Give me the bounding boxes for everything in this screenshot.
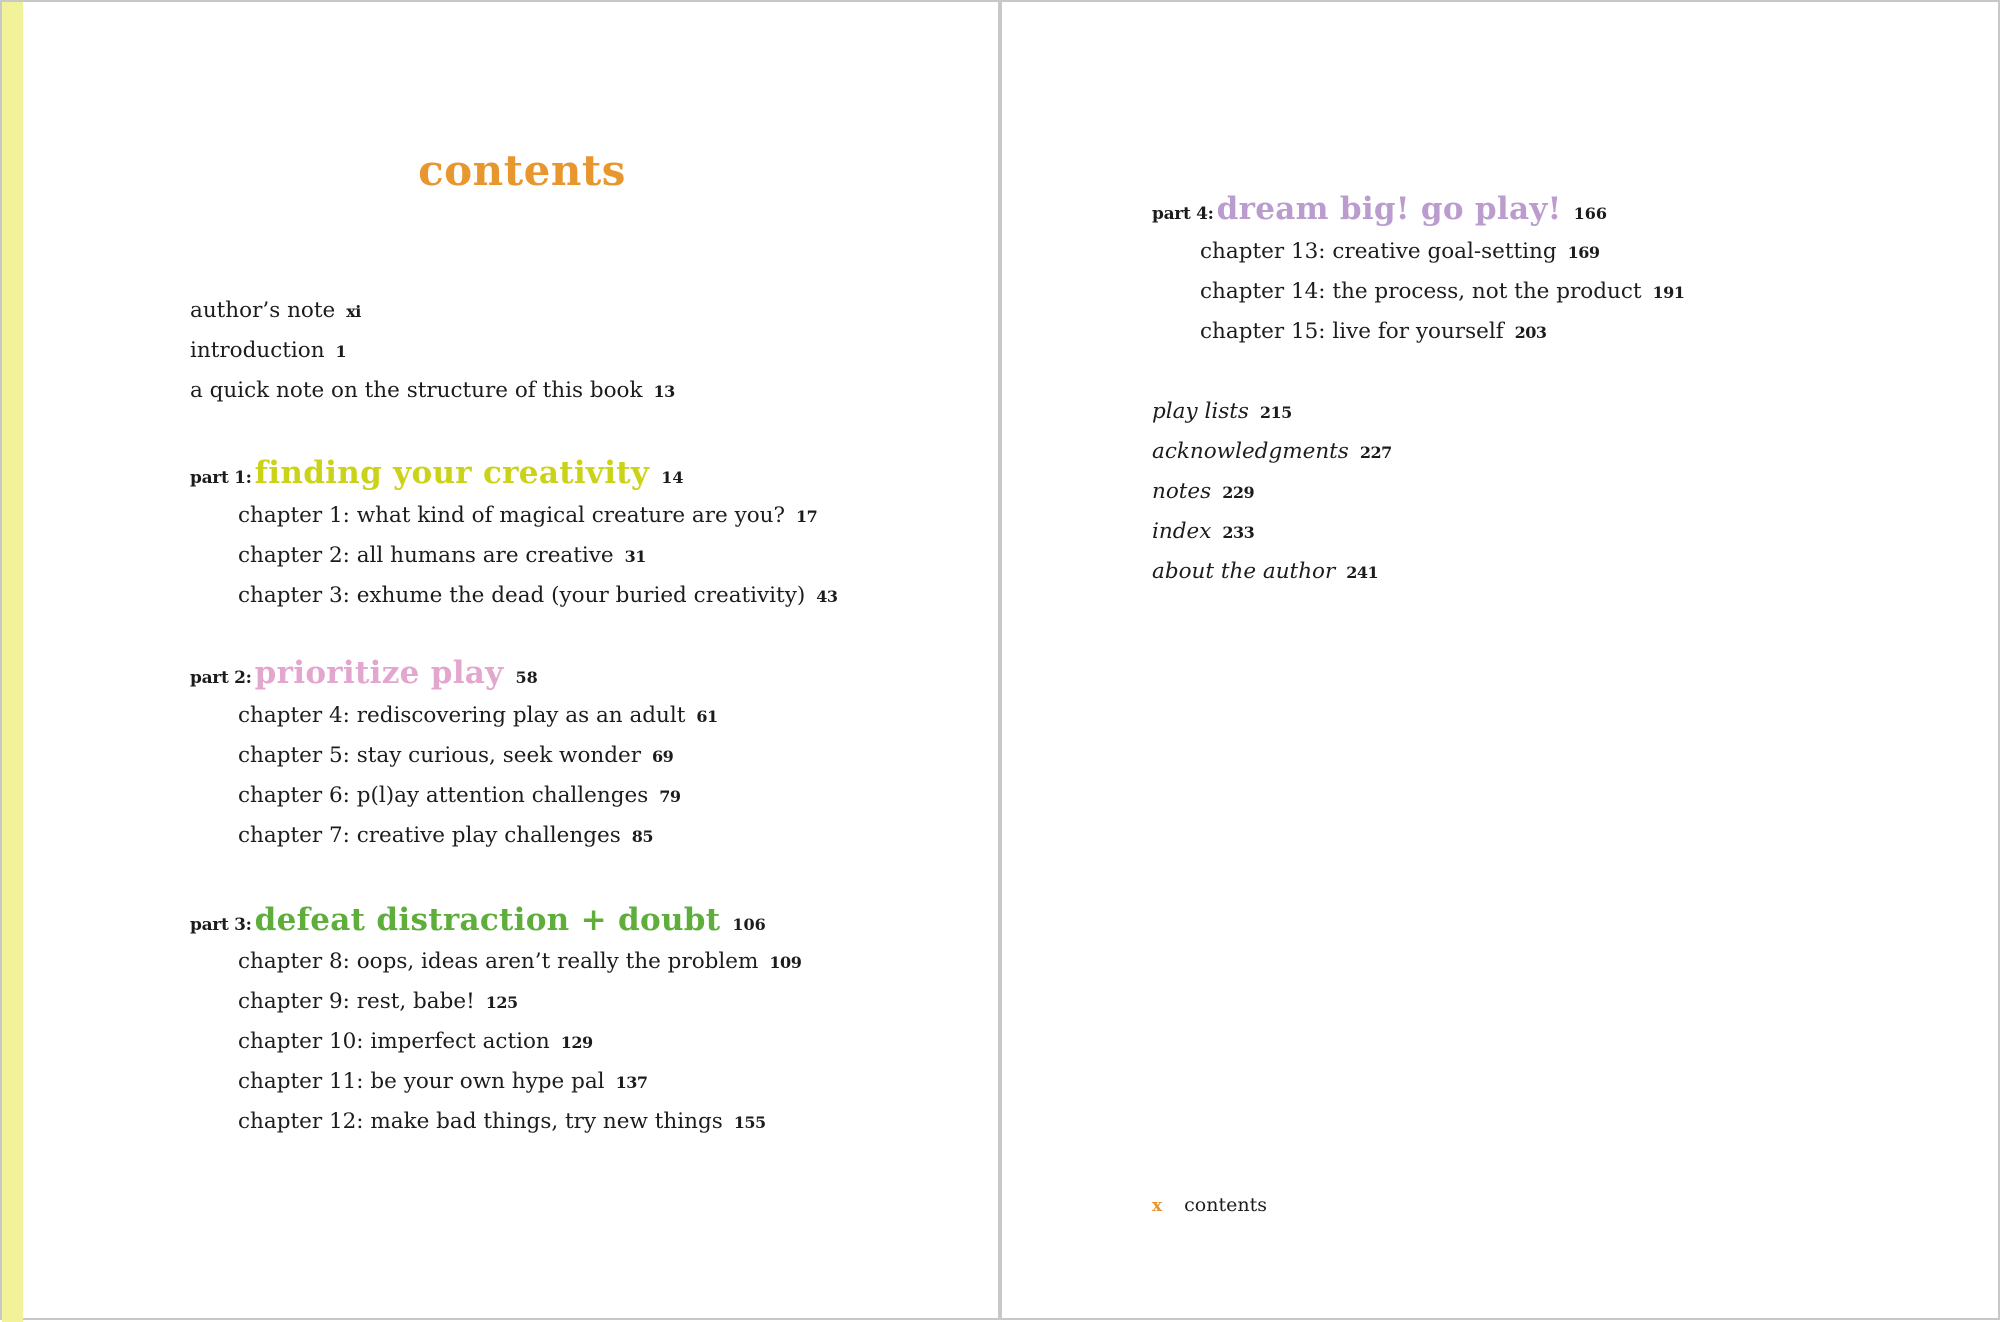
- toc-entry-text: chapter 2: all humans are creative: [238, 543, 614, 568]
- toc-page-number: 137: [615, 1073, 648, 1092]
- part-label: part 2:: [190, 668, 252, 688]
- toc-page-number: 17: [796, 507, 818, 526]
- part-label: part 3:: [190, 915, 252, 935]
- toc-chapter-4[interactable]: [238, 696, 718, 736]
- toc-entry-authors-note[interactable]: [190, 291, 361, 331]
- toc-page-number: 43: [816, 587, 838, 606]
- toc-chapter-7[interactable]: [238, 816, 653, 856]
- toc-entry-index[interactable]: [1152, 512, 1254, 552]
- toc-entry-text: chapter 5: stay curious, seek wonder: [238, 743, 642, 768]
- page-folio: x: [1152, 1196, 1163, 1216]
- right-page: [1000, 0, 2000, 1320]
- part-page-number: 14: [661, 468, 684, 487]
- toc-entry-text: chapter 10: imperfect action: [238, 1029, 550, 1054]
- toc-page-number: 241: [1346, 563, 1379, 582]
- toc-entry-text: chapter 8: oops, ideas aren’t really the problem: [238, 949, 759, 974]
- toc-entry-text: chapter 7: creative play challenges: [238, 823, 621, 848]
- toc-page-number: 85: [631, 827, 654, 846]
- part-title: prioritize play: [254, 655, 504, 691]
- toc-entry-text: chapter 14: the process, not the product: [1200, 279, 1642, 304]
- toc-part-3[interactable]: [190, 895, 766, 945]
- toc-chapter-11[interactable]: [238, 1062, 647, 1102]
- toc-entry-text: chapter 4: rediscovering play as an adult: [238, 703, 686, 728]
- toc-chapter-2[interactable]: [238, 536, 646, 576]
- toc-entry-about-the-author[interactable]: [1152, 552, 1378, 592]
- toc-page-number: 229: [1222, 483, 1255, 502]
- part-label: part 4:: [1152, 204, 1214, 224]
- toc-entry-acknowledgments[interactable]: [1152, 432, 1392, 472]
- running-footer-label: contents: [1184, 1194, 1267, 1216]
- toc-entry-text: chapter 13: creative goal-setting: [1200, 239, 1557, 264]
- toc-page-number: 69: [652, 747, 674, 766]
- toc-page-number: 215: [1259, 403, 1292, 422]
- toc-chapter-13[interactable]: [1200, 232, 1600, 272]
- toc-page-number: 191: [1652, 283, 1685, 302]
- toc-page-number: 79: [659, 787, 681, 806]
- toc-page-number: 169: [1567, 243, 1600, 262]
- part-page-number: 106: [732, 915, 766, 934]
- toc-chapter-15[interactable]: [1200, 312, 1547, 352]
- part-label: part 1:: [190, 468, 252, 488]
- toc-entry-text: chapter 6: p(l)ay attention challenges: [238, 783, 649, 808]
- toc-chapter-8[interactable]: [238, 942, 801, 982]
- toc-chapter-14[interactable]: [1200, 272, 1684, 312]
- toc-entry-play-lists[interactable]: [1152, 392, 1292, 432]
- toc-entry-text: author’s note: [190, 298, 336, 323]
- page-edge-strip: [2, 2, 23, 1322]
- part-title: finding your creativity: [254, 455, 650, 491]
- toc-chapter-5[interactable]: [238, 736, 673, 776]
- toc-entry-text: introduction: [190, 338, 325, 363]
- toc-page-number: 233: [1222, 523, 1255, 542]
- toc-page-number: 1: [335, 342, 347, 361]
- toc-entry-text: index: [1152, 519, 1212, 544]
- toc-page-number: 155: [733, 1113, 766, 1132]
- toc-page-number: 227: [1359, 443, 1392, 462]
- toc-page-number: 31: [624, 547, 646, 566]
- toc-entry-notes[interactable]: [1152, 472, 1254, 512]
- toc-part-4[interactable]: [1152, 184, 1607, 234]
- toc-entry-introduction[interactable]: [190, 331, 346, 371]
- toc-entry-text: chapter 9: rest, babe!: [238, 989, 475, 1014]
- toc-page-number: 125: [485, 993, 518, 1012]
- toc-page-number: 203: [1514, 323, 1547, 342]
- toc-entry-text: chapter 3: exhume the dead (your buried creativity): [238, 583, 806, 608]
- toc-part-1[interactable]: [190, 448, 684, 498]
- toc-chapter-10[interactable]: [238, 1022, 593, 1062]
- part-page-number: 166: [1573, 204, 1607, 223]
- toc-page-number: 61: [696, 707, 718, 726]
- toc-entry-text: play lists: [1152, 399, 1249, 424]
- toc-entry-text: chapter 1: what kind of magical creature are you?: [238, 503, 786, 528]
- toc-entry-text: acknowledgments: [1152, 439, 1349, 464]
- left-page: [0, 0, 1000, 1320]
- toc-entry-text: chapter 11: be your own hype pal: [238, 1069, 605, 1094]
- toc-entry-text: about the author: [1152, 559, 1336, 584]
- part-title: dream big! go play!: [1216, 191, 1562, 227]
- page-footer: [1152, 1187, 1267, 1224]
- toc-chapter-6[interactable]: [238, 776, 681, 816]
- toc-page-number: 109: [769, 953, 802, 972]
- toc-chapter-3[interactable]: [238, 576, 838, 616]
- toc-page-number: xi: [346, 302, 361, 321]
- toc-entry-text: notes: [1152, 479, 1212, 504]
- toc-chapter-1[interactable]: [238, 496, 817, 536]
- toc-entry-text: chapter 15: live for yourself: [1200, 319, 1504, 344]
- toc-entry-text: chapter 12: make bad things, try new things: [238, 1109, 723, 1134]
- toc-page-number: 13: [653, 382, 675, 401]
- contents-title: contents: [418, 146, 626, 195]
- toc-entry-structure-note[interactable]: [190, 371, 675, 411]
- part-title: defeat distraction + doubt: [254, 902, 721, 938]
- toc-page-number: 129: [560, 1033, 593, 1052]
- toc-entry-text: a quick note on the structure of this book: [190, 378, 643, 403]
- toc-part-2[interactable]: [190, 648, 538, 698]
- toc-chapter-12[interactable]: [238, 1102, 766, 1142]
- part-page-number: 58: [515, 668, 538, 687]
- toc-chapter-9[interactable]: [238, 982, 518, 1022]
